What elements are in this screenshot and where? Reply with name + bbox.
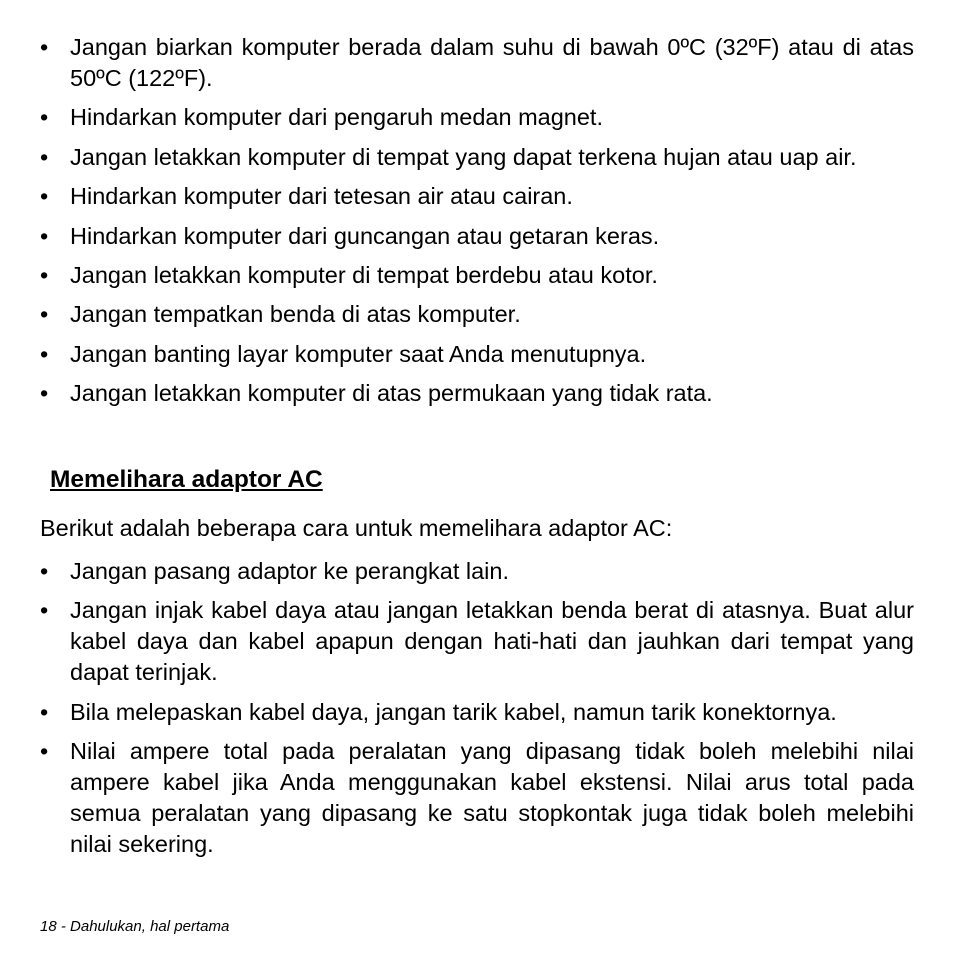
- list-item: [40, 181, 914, 212]
- bullet-icon: •: [40, 558, 49, 584]
- list-item-text: Jangan pasang adaptor ke perangkat lain.: [70, 558, 509, 584]
- list-item-text: Jangan tempatkan benda di atas komputer.: [70, 301, 521, 328]
- bullet-icon: •: [40, 143, 49, 170]
- bullet-icon: •: [40, 301, 49, 328]
- list-item: [40, 299, 914, 330]
- list-item-text: Jangan letakkan komputer di atas permukaan yang tidak rata.: [70, 380, 713, 407]
- bullet-icon: •: [40, 261, 49, 288]
- list-item-text: Jangan banting layar komputer saat Anda menutupnya.: [70, 340, 647, 367]
- list-item-text: Hindarkan komputer dari guncangan atau getaran keras.: [70, 222, 660, 249]
- list-item-text: Nilai ampere total pada peralatan yang dipasang tidak boleh melebihi nilai ampere kabel jika Anda menggunakan kabel ekstensi. Nilai arus total pada semua peralatan yang dipasang ke satu stopkontak juga tidak boleh melebihi nilai sekering.: [70, 738, 914, 858]
- care-tips-list: [40, 32, 914, 418]
- list-item: [40, 339, 914, 370]
- list-item: [40, 260, 914, 291]
- bullet-icon: •: [40, 738, 49, 765]
- list-item: [40, 378, 914, 409]
- list-item-text: Hindarkan komputer dari tetesan air atau cairan.: [70, 183, 573, 210]
- bullet-icon: •: [40, 183, 49, 210]
- list-item: [40, 595, 914, 688]
- bullet-icon: •: [40, 380, 49, 407]
- bullet-icon: •: [40, 104, 49, 131]
- section-intro: Berikut adalah beberapa cara untuk memelihara adaptor AC:: [40, 515, 673, 541]
- bullet-icon: •: [40, 222, 49, 249]
- list-item: [40, 142, 914, 173]
- bullet-icon: •: [40, 597, 49, 624]
- list-item-text: Hindarkan komputer dari pengaruh medan magnet.: [70, 104, 603, 131]
- list-item: [40, 32, 914, 94]
- page-footer: 18 - Dahulukan, hal pertama: [40, 918, 230, 935]
- bullet-icon: •: [40, 698, 49, 725]
- bullet-icon: •: [40, 340, 49, 367]
- list-item: [40, 736, 914, 860]
- list-item: [40, 221, 914, 252]
- list-item-text: Jangan biarkan komputer berada dalam suhu di bawah 0ºC (32ºF) atau di atas 50ºC (122ºF).: [70, 34, 914, 91]
- bullet-icon: •: [40, 34, 49, 60]
- list-item-text: Bila melepaskan kabel daya, jangan tarik kabel, namun tarik konektornya.: [70, 698, 837, 725]
- list-item-text: Jangan letakkan komputer di tempat berdebu atau kotor.: [70, 261, 658, 288]
- list-item-text: Jangan injak kabel daya atau jangan letakkan benda berat di atasnya. Buat alur kabel daya dan kabel apapun dengan hati-hati dan jauhkan dari tempat yang dapat terinjak.: [70, 597, 914, 686]
- adapter-care-list: [40, 556, 914, 869]
- list-item: [40, 556, 914, 587]
- section-heading: Memelihara adaptor AC: [50, 466, 323, 493]
- list-item: [40, 102, 914, 133]
- list-item-text: Jangan letakkan komputer di tempat yang dapat terkena hujan atau uap air.: [70, 143, 857, 170]
- list-item: [40, 697, 914, 728]
